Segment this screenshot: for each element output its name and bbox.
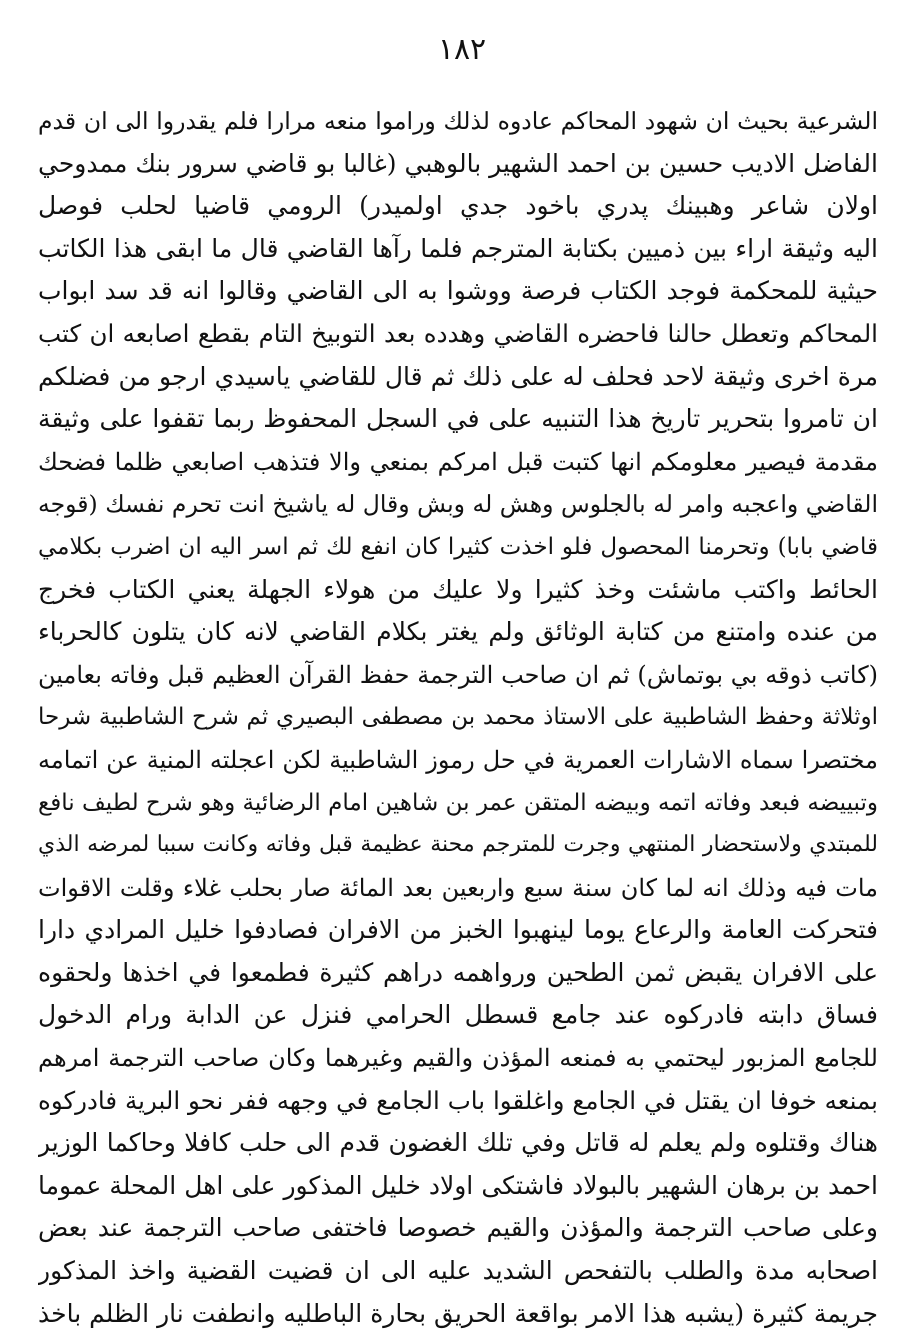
text-line-8: ان تامروا بتحرير تاريخ هذا التنبيه على في السجل المحفوظ ربما تقفوا على وثيقة bbox=[38, 404, 878, 434]
text-line-2: الفاضل الاديب حسين بن احمد الشهير بالوهبي (غالبا بو قاضي سرور بنك ممدوحي bbox=[38, 148, 878, 178]
text-line-15: اوثلاثة وحفظ الشاطبية على الاستاذ محمد بن مصطفى البصيري ثم شرح الشاطبية شرحا bbox=[38, 704, 878, 731]
text-line-23: للجامع المزبور ليحتمي به فمنعه المؤذن والقيم وغيرهما وكان صاحب الترجمة امرهم bbox=[38, 1044, 878, 1073]
text-line-1: الشرعية بحيث ان شهود المحاكم عادوه لذلك وراموا منعه مرارا فلم يقدروا الى ان قدم bbox=[38, 107, 878, 135]
text-line-4: اليه وثيقة اراء بين ذميين بكتابة المترجم فلما رآها القاضي قال ما ابقى هذا الكاتب bbox=[38, 233, 878, 263]
text-line-6: المحاكم وتعطل حالنا فاحضره القاضي وهدده بعد التوبيخ التام بقطع اصابعه ان كتب bbox=[38, 318, 878, 348]
text-line-21: على الافران يقبض ثمن الطحين ورواهمه دراهم كثيرة فطمعوا في اخذها ولحقوه bbox=[38, 957, 878, 987]
text-line-28: اصحابه مدة والطلب بالتفحص الشديد عليه الى ان قضيت القضية واخذ المذكور bbox=[38, 1256, 878, 1286]
text-line-22: فساق دابته فادركوه عند جامع قسطل الحرامي فنزل عن الدابة ورام الدخول bbox=[38, 1000, 878, 1030]
text-line-19: مات فيه وذلك انه لما كان سنة سبع واربعين بعد المائة صار بحلب غلاء وقلت الاقوات bbox=[38, 873, 878, 902]
text-line-27: وعلى صاحب الترجمة والمؤذن والقيم خصوصا فاختفى صاحب الترجمة عند بعض bbox=[38, 1213, 878, 1243]
text-line-10: القاضي واعجبه وامر له بالجلوس وهش له وبش وقال له ياشيخ انت تحرم نفسك (قوجه bbox=[38, 490, 878, 519]
text-line-16: مختصرا سماه الاشارات العمرية في حل رموز الشاطبية لكن اعجلته المنية عن اتمامه bbox=[38, 745, 878, 774]
page-number: ١٨٢ bbox=[437, 32, 487, 67]
text-line-17: وتبييضه فبعد وفاته اتمه وبيضه المتقن عمر بن شاهين امام الرضائية وهو شرح لطيف نافع bbox=[38, 789, 878, 816]
text-line-25: هناك وقتلوه ولم يعلم له قاتل وفي تلك الغضون قدم الى حلب كافلا وحاكما الوزير bbox=[38, 1128, 878, 1158]
text-line-3: اولان شاعر وهبينك پدري باخود جدي اولميدر) الرومي قاضيا لحلب فوصل bbox=[38, 191, 878, 221]
text-line-12: الحائط واكتب ماشئت وخذ كثيرا ولا عليك من هولاء الجهلة يعني الكتاب فخرج bbox=[38, 574, 878, 604]
text-line-11: قاضي بابا) وتحرمنا المحصول فلو اخذت كثيرا كان انفع لك ثم اسر اليه ان اضرب بكلامي bbox=[38, 533, 878, 560]
text-line-9: مقدمة فيصير معلومكم انها كتبت قبل امركم بمنعي والا فتذهب اصابعي ظلما فضحك bbox=[38, 447, 878, 476]
text-line-5: حيثية للمحكمة فوجد الكتاب فرصة ووشوا به الى القاضي وقالوا انه قد سد ابواب bbox=[38, 276, 878, 306]
text-line-26: احمد بن برهان الشهير بالبولاد فاشتكى اولاد خليل المذكور على اهل المحلة عموما bbox=[38, 1170, 878, 1200]
text-line-13: من عنده وامتنع من كتابة الوثائق ولم يغتر بكلام القاضي لانه كان يتلون كالحرباء bbox=[38, 617, 878, 647]
body-text bbox=[38, 100, 878, 1335]
text-line-20: فتحركت العامة والرعاع يوما لينهبوا الخبز من الافران فصادفوا خليل المرادي دارا bbox=[38, 915, 878, 945]
text-line-18: للمبتدي ولاستحضار المنتهي وجرت للمترجم محنة عظيمة قبل وفاته وكانت سببا لمرضه الذي bbox=[38, 832, 878, 858]
text-line-7: مرة اخرى وثيقة لاحد فحلف له على ذلك ثم قال للقاضي ياسيدي ارجو من فضلكم bbox=[38, 361, 878, 391]
text-line-24: بمنعه خوفا ان يقتل في الجامع واغلقوا باب الجامع في وجهه ففر نحو البرية فادركوه bbox=[38, 1085, 878, 1115]
text-line-29: جريمة كثيرة (يشبه هذا الامر بواقعة الحريق بحارة الباطليه وانطفت نار الظلم باخذ bbox=[38, 1298, 878, 1328]
text-line-14: (كاتب ذوقه بي بوتماش) ثم ان صاحب الترجمة حفظ القرآن العظيم قبل وفاته بعامين bbox=[38, 660, 878, 689]
